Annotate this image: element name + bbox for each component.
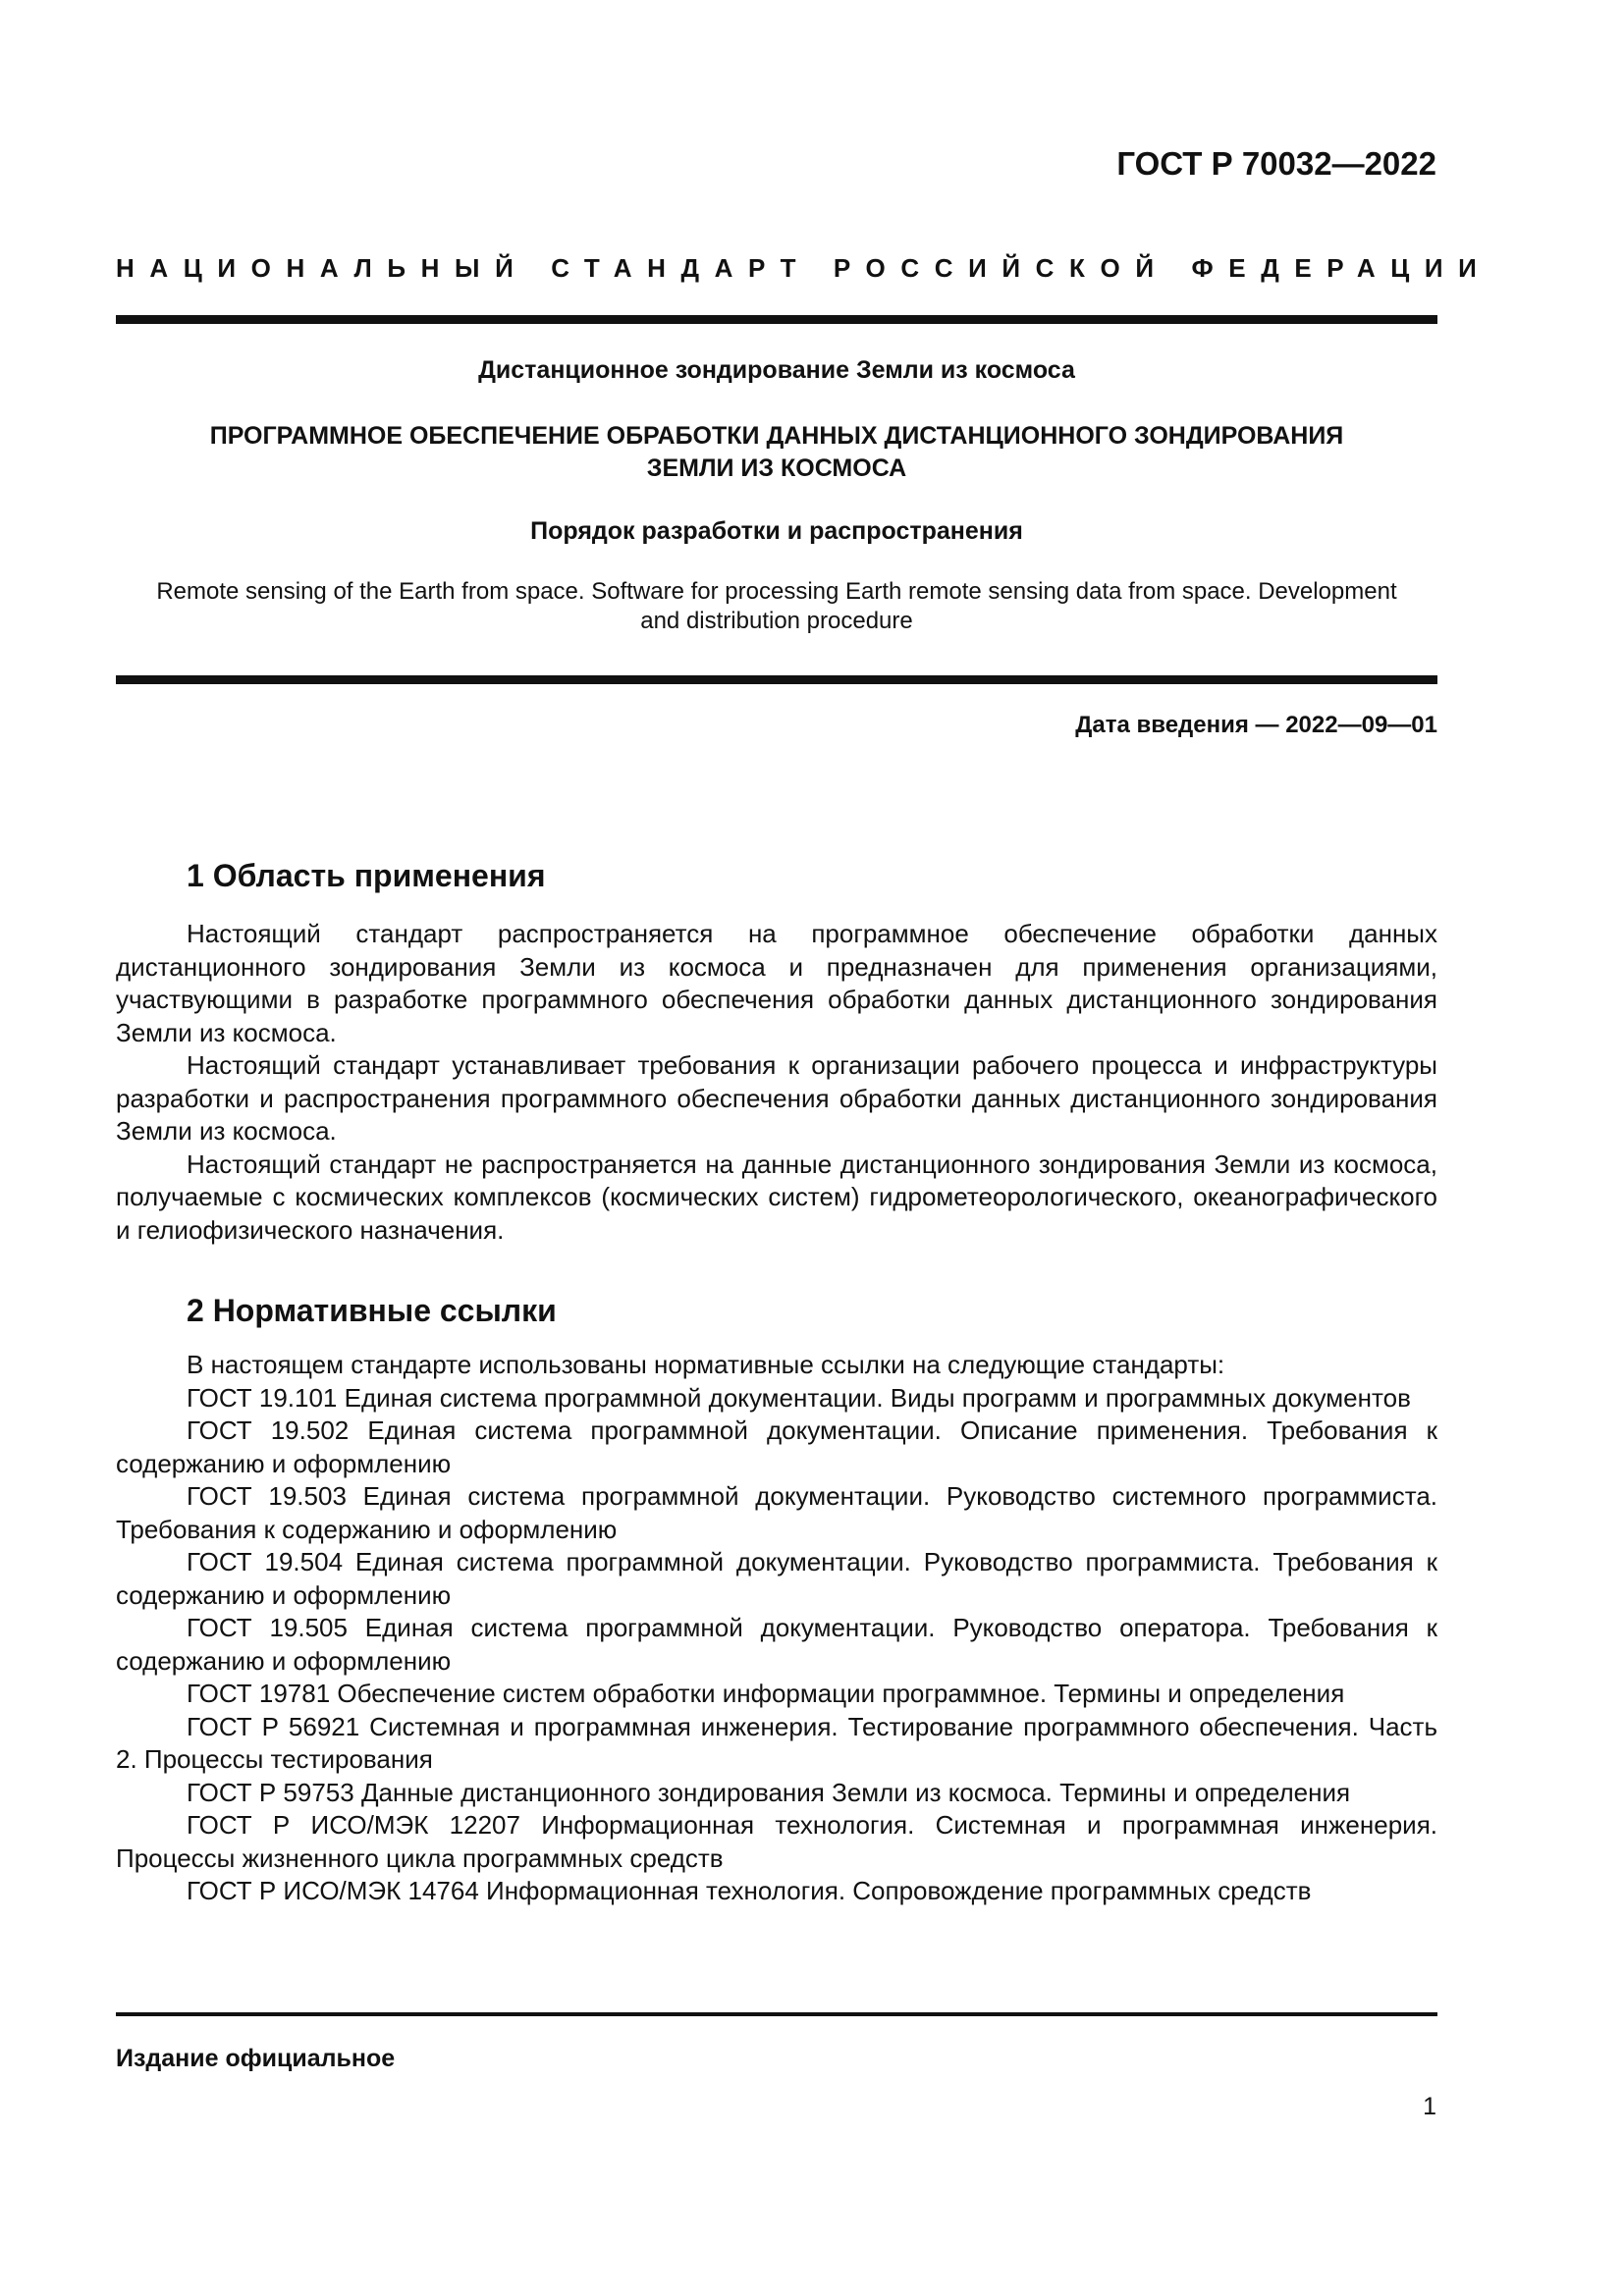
section2-heading: 2 Нормативные ссылки <box>187 1293 557 1328</box>
top-rule <box>116 315 1437 324</box>
section2-intro: В настоящем стандарте использованы нормативные ссылки на следующие стандарты: <box>187 1350 1225 1379</box>
reference-item: ГОСТ 19.502 Единая система программной документации. Описание применения. Требования к содержанию и оформлению <box>116 1415 1437 1478</box>
national-standard-banner: НАЦИОНАЛЬНЫЙ СТАНДАРТ РОССИЙСКОЙ ФЕДЕРАЦИИ <box>116 253 1492 283</box>
main-title-line2: ЗЕМЛИ ИЗ КОСМОСА <box>646 454 907 482</box>
main-title-line1: ПРОГРАММНОЕ ОБЕСПЕЧЕНИЕ ОБРАБОТКИ ДАННЫХ ДИСТАНЦИОННОГО ЗОНДИРОВАНИЯ <box>209 422 1344 450</box>
footer-rule <box>116 2012 1437 2016</box>
section1-heading: 1 Область применения <box>187 858 546 893</box>
reference-item: ГОСТ Р ИСО/МЭК 14764 Информационная технология. Сопровождение программных средств <box>187 1876 1312 1905</box>
section1-body <box>116 918 1437 1247</box>
reference-item: ГОСТ 19.504 Единая система программной документации. Руководство программиста. Требования к содержанию и оформлению <box>116 1547 1437 1610</box>
reference-item: ГОСТ Р 56921 Системная и программная инженерия. Тестирование программного обеспечения. Часть 2. Процессы тестирования <box>116 1711 1437 1774</box>
english-title-line1: Remote sensing of the Earth from space. Software for processing Earth remote sensing data from space. Development <box>156 578 1397 605</box>
introduction-date: Дата введения — 2022—09—01 <box>1075 712 1437 738</box>
english-title-line2: and distribution procedure <box>640 608 913 634</box>
field-title: Дистанционное зондирование Земли из космоса <box>478 356 1075 384</box>
title-rule <box>116 675 1437 684</box>
document-code: ГОСТ Р 70032—2022 <box>1116 145 1436 182</box>
section1-paragraph: Настоящий стандарт устанавливает требования к организации рабочего процесса и инфраструктуры разработки и распространения программного обеспечения обработки данных дистанционного зондирования Земли из космоса. <box>116 1050 1437 1146</box>
english-title <box>116 577 1437 636</box>
reference-item: ГОСТ 19781 Обеспечение систем обработки информации программное. Термины и определения <box>187 1679 1345 1708</box>
section2-body <box>116 1349 1437 1908</box>
section1-paragraph: Настоящий стандарт распространяется на программное обеспечение обработки данных дистанционного зондирования Земли из космоса и предназначен для применения организациями, участвующими в разработке программного обеспечения обработки данных дистанционного зондирования Земли из космоса. <box>116 919 1437 1047</box>
reference-item: ГОСТ 19.101 Единая система программной документации. Виды программ и программных документов <box>187 1382 1411 1413</box>
reference-item: ГОСТ Р ИСО/МЭК 12207 Информационная технология. Системная и программная инженерия. Процессы жизненного цикла программных средств <box>116 1810 1437 1873</box>
main-title <box>116 420 1437 485</box>
reference-item: ГОСТ Р 59753 Данные дистанционного зондирования Земли из космоса. Термины и определения <box>187 1777 1351 1807</box>
subtitle: Порядок разработки и распространения <box>530 517 1023 545</box>
section1-paragraph: Настоящий стандарт не распространяется на данные дистанционного зондирования Земли из космоса, получаемые с космических комплексов (космических систем) гидрометеорологического, океанографического и гелиофизического назначения. <box>116 1148 1437 1245</box>
reference-item: ГОСТ 19.503 Единая система программной документации. Руководство системного программиста. Требования к содержанию и оформлению <box>116 1481 1437 1544</box>
official-edition: Издание официальное <box>116 2045 396 2072</box>
reference-item: ГОСТ 19.505 Единая система программной документации. Руководство оператора. Требования к содержанию и оформлению <box>116 1613 1437 1676</box>
page-number: 1 <box>1423 2093 1436 2120</box>
